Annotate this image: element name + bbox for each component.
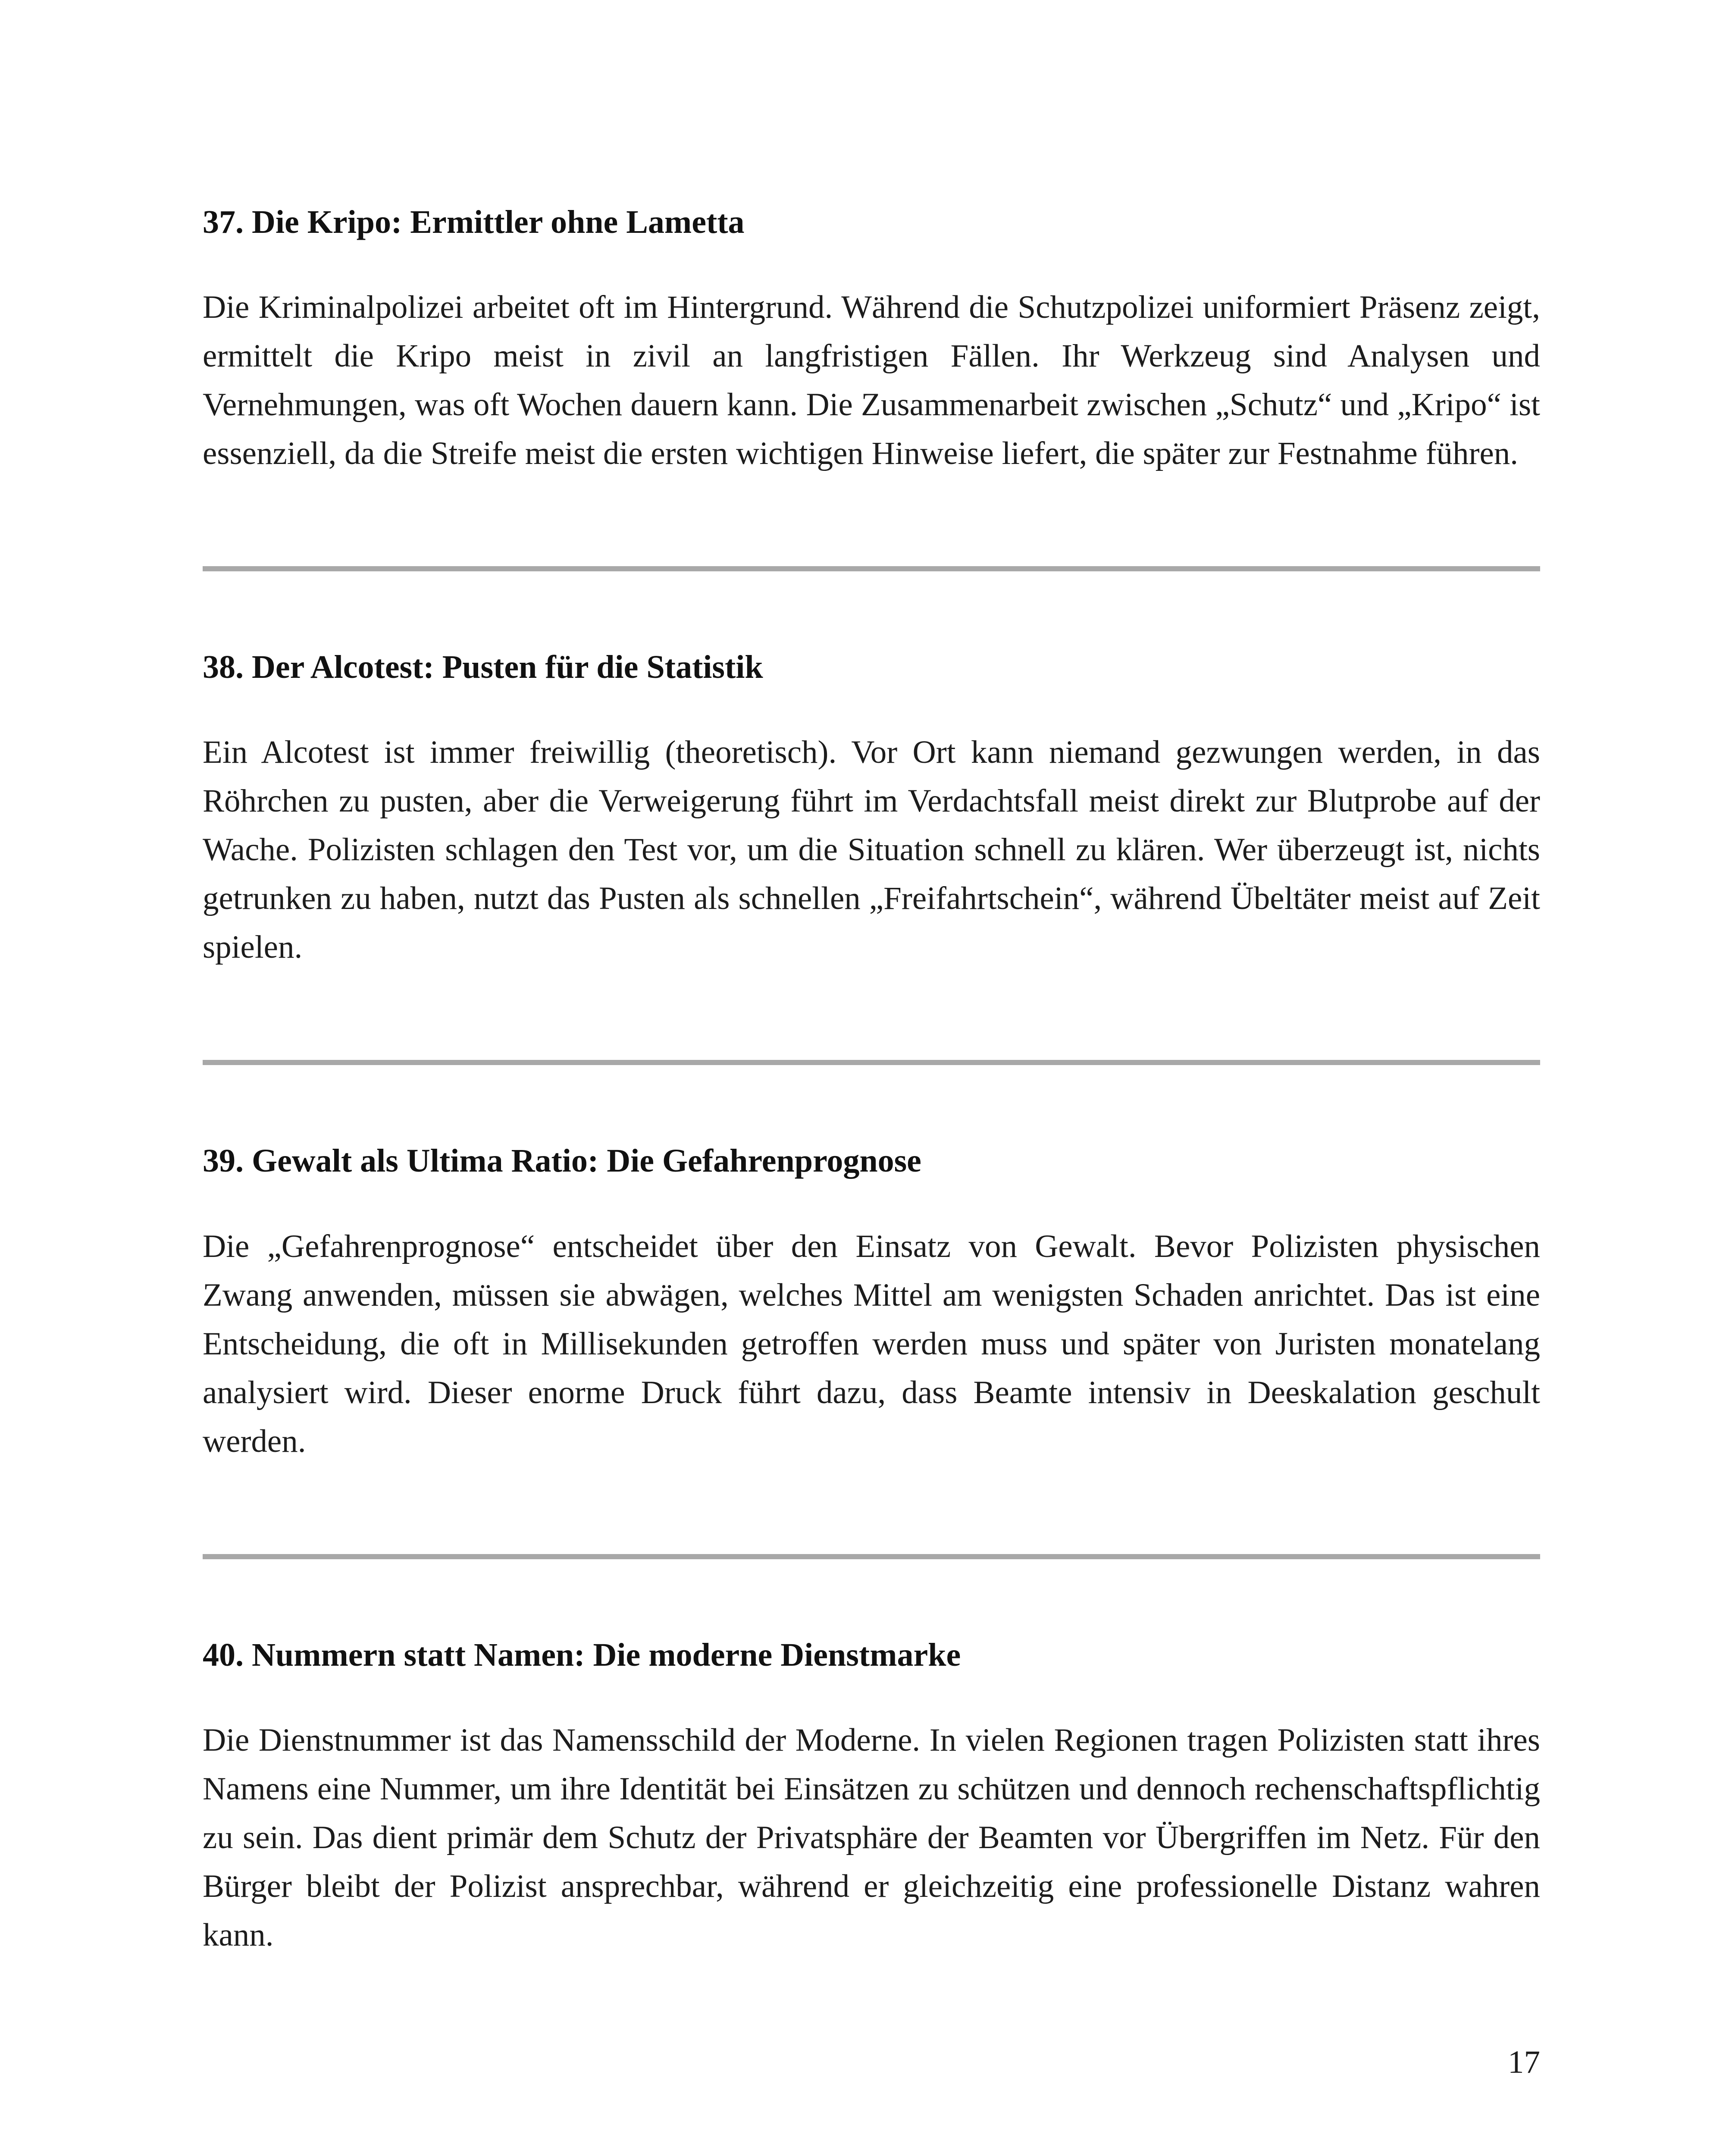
section-body: Die Dienstnummer ist das Namensschild der Moderne. In vielen Regionen tragen Polizisten statt ihres Namens eine Nummer, um ihre Identität bei Einsätzen zu schützen und dennoch rechenschaftspflichtig zu sein. Das dient primär dem Schutz der Privatsphäre der Beamten vor Übergriffen im Netz. Für den Bürger bleibt der Polizist ansprechbar, während er gleichzeitig eine professionelle Distanz wahren kann. <box>203 1722 1540 1953</box>
section-title: 39. Gewalt als Ultima Ratio: Die Gefahrenprognose <box>203 1143 921 1179</box>
section-title: 37. Die Kripo: Ermittler ohne Lametta <box>203 204 745 240</box>
section-40 <box>203 1636 1540 1959</box>
section-body: Ein Alcotest ist immer freiwillig (theoretisch). Vor Ort kann niemand gezwungen werden, in das Röhrchen zu pusten, aber die Verweigerung führt im Verdachtsfall meist direkt zur Blutprobe auf der Wache. Polizisten schlagen den Test vor, um die Situation schnell zu klären. Wer überzeugt ist, nichts getrunken zu haben, nutzt das Pusten als schnellen „Freifahrtschein“, während Übeltäter meist auf Zeit spielen. <box>203 734 1540 965</box>
section-divider <box>203 566 1540 571</box>
page-content <box>203 203 1540 1959</box>
section-body: Die „Gefahrenprognose“ entscheidet über den Einsatz von Gewalt. Bevor Polizisten physischen Zwang anwenden, müssen sie abwägen, welches Mittel am wenigsten Schaden anrichtet. Das ist eine Entscheidung, die oft in Millisekunden getroffen werden muss und später von Juristen monatelang analysiert wird. Dieser enorme Druck führt dazu, dass Beamte intensiv in Deeskalation geschult werden. <box>203 1228 1540 1459</box>
section-divider <box>203 1060 1540 1065</box>
section-title: 38. Der Alcotest: Pusten für die Statistik <box>203 649 763 686</box>
section-37 <box>203 203 1540 478</box>
section-divider <box>203 1554 1540 1559</box>
section-title: 40. Nummern statt Namen: Die moderne Dienstmarke <box>203 1636 961 1673</box>
section-38 <box>203 648 1540 971</box>
section-body: Die Kriminalpolizei arbeitet oft im Hintergrund. Während die Schutzpolizei uniformiert Präsenz zeigt, ermittelt die Kripo meist in zivil an langfristigen Fällen. Ihr Werkzeug sind Analysen und Vernehmungen, was oft Wochen dauern kann. Die Zusammenarbeit zwischen „Schutz“ und „Kripo“ ist essenziell, da die Streife meist die ersten wichtigen Hinweise liefert, die später zur Festnahme führen. <box>203 289 1540 472</box>
section-39 <box>203 1141 1540 1465</box>
page-number: 17 <box>1508 2044 1540 2080</box>
